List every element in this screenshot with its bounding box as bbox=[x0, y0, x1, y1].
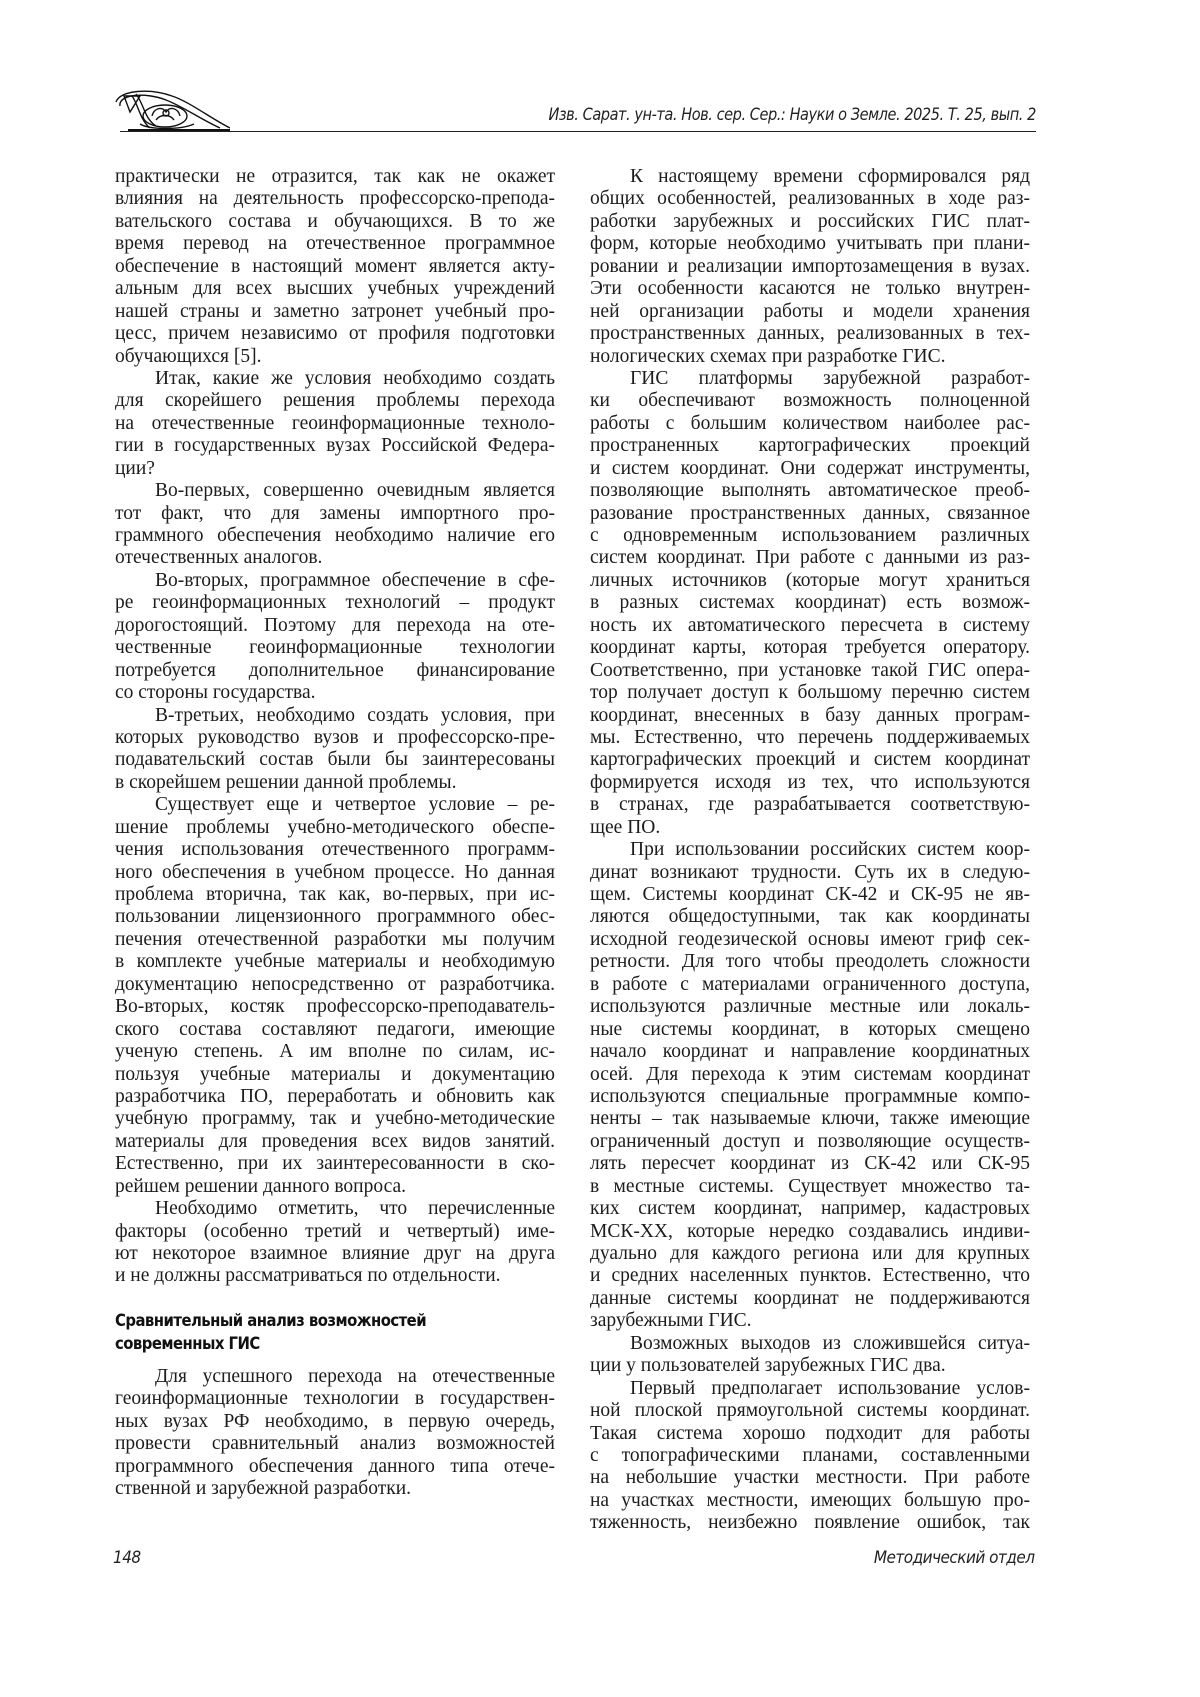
text-line: лять пересчет координат из СК-42 или СК-95 bbox=[590, 1153, 1030, 1175]
text-line: зарубежными ГИС. bbox=[590, 1310, 752, 1332]
text-line: В-третьих, необходимо создать условия, при bbox=[155, 704, 555, 726]
text-line: Необходимо отметить, что перечисленные bbox=[155, 1198, 555, 1220]
text-line: ней организации работы и модели хранения bbox=[590, 300, 1030, 322]
text-line: формируется исходя из тех, что используются bbox=[590, 771, 1030, 793]
text-line: тот факт, что для замены импортного про- bbox=[115, 502, 555, 524]
text-line: Во-вторых, программное обеспечение в сфе- bbox=[155, 569, 555, 591]
text-line: ные системы координат, в которых смещено bbox=[590, 1018, 1030, 1040]
text-line: на отечественные геоинформационные техноло- bbox=[115, 412, 555, 434]
running-header bbox=[110, 82, 1036, 132]
text-line: картографических проекций и систем координат bbox=[590, 749, 1030, 771]
text-line: пользовании лицензионного программного обес- bbox=[115, 906, 555, 928]
text-line: Во-вторых, костяк профессорско-преподаватель- bbox=[115, 996, 555, 1018]
text-line: дуально для каждого региона или для крупных bbox=[590, 1243, 1030, 1264]
text-line: ции? bbox=[115, 457, 155, 479]
text-line: Такая система хорошо подходит для работы bbox=[590, 1422, 1030, 1444]
text-line: ки обеспечивают возможность полноценной bbox=[590, 390, 1030, 412]
left-body-text bbox=[115, 166, 555, 1288]
text-line: в разных системах координат) есть возмож- bbox=[590, 592, 1030, 614]
page-number: 148 bbox=[113, 1548, 141, 1568]
text-line: Итак, какие же условия необходимо создать bbox=[155, 367, 555, 389]
text-line: ных вузах РФ необходимо, в первую очередь, bbox=[115, 1410, 555, 1432]
text-line: в работе с материалами ограниченного доступа, bbox=[590, 973, 1030, 995]
text-line: работы с большим количеством наиболее рас- bbox=[590, 412, 1030, 434]
text-line: координат, внесенных в базу данных програм- bbox=[590, 704, 1030, 726]
text-line: время перевод на отечественное программное bbox=[115, 233, 555, 255]
text-line: цесс, причем независимо от профиля подготовки bbox=[115, 323, 555, 345]
text-line: исходной геодезической основы имеют гриф сек- bbox=[590, 928, 1030, 950]
text-line: вательского состава и обучающихся. В то же bbox=[115, 210, 555, 232]
text-line: позволяющие выполнять автоматическое преоб- bbox=[590, 480, 1030, 502]
text-line: ственной и зарубежной разработки. bbox=[115, 1478, 412, 1500]
text-line: данные системы координат не поддерживаются bbox=[590, 1287, 1030, 1309]
section-heading bbox=[115, 1309, 511, 1355]
section-heading-line: современных ГИС bbox=[115, 1333, 260, 1353]
text-line: ляются общедоступными, так как координаты bbox=[590, 906, 1030, 928]
text-line: нологических схемах при разработке ГИС. bbox=[590, 345, 946, 367]
text-line: ность их автоматического пересчета в систему bbox=[590, 614, 1030, 636]
text-line: учебную программу, так и учебно-методические bbox=[115, 1108, 555, 1130]
left-body-text-after-heading bbox=[115, 1366, 555, 1501]
text-line: ученую степень. А им вполне по силам, ис- bbox=[115, 1041, 555, 1063]
text-line: документацию непосредственно от разработчика. bbox=[115, 973, 555, 995]
section-heading-line: Сравнительный анализ возможностей bbox=[115, 1310, 427, 1330]
text-line: материалы для проведения всех видов занятий. bbox=[115, 1130, 555, 1152]
text-line: пространенных картографических проекций bbox=[590, 435, 1030, 457]
right-column bbox=[590, 166, 1030, 1535]
text-line: Существует еще и четвертое условие – ре- bbox=[155, 794, 555, 816]
text-line: альным для всех высших учебных учреждений bbox=[115, 278, 555, 300]
text-line: ной плоской прямоугольной системы координат. bbox=[590, 1400, 1030, 1422]
text-line: форм, которые необходимо учитывать при плани- bbox=[590, 233, 1030, 255]
text-line: печения отечественной разработки мы получим bbox=[115, 928, 555, 950]
text-line: практически не отразится, так как не окажет bbox=[115, 166, 555, 187]
text-line: факторы (особенно третий и четвертый) име- bbox=[115, 1220, 555, 1242]
text-line: Соответственно, при установке такой ГИС опера- bbox=[590, 659, 1030, 681]
text-line: рейшем решении данного вопроса. bbox=[115, 1175, 406, 1197]
text-line: ГИС платформы зарубежной разработ- bbox=[630, 367, 1030, 389]
text-line: Естественно, при их заинтересованности в ско- bbox=[115, 1153, 555, 1175]
text-line: в странах, где разрабатывается соответствую- bbox=[590, 794, 1030, 816]
text-line: со стороны государства. bbox=[115, 682, 316, 704]
text-line: ского состава составляют педагоги, имеющие bbox=[115, 1018, 555, 1040]
text-line: осей. Для перехода к этим системам координат bbox=[590, 1063, 1030, 1085]
text-line: потребуется дополнительное финансирование bbox=[115, 659, 555, 681]
text-line: МСК-ХХ, которые нередко создавались индиви- bbox=[590, 1220, 1030, 1242]
text-line: с одновременным использованием различных bbox=[590, 525, 1030, 546]
text-line: ре геоинформационных технологий – продукт bbox=[115, 592, 555, 614]
text-line: проблема вторична, так как, во-первых, при ис- bbox=[115, 884, 555, 905]
text-line: ограниченный доступ и позволяющие осуществ- bbox=[590, 1130, 1030, 1152]
text-line: щем. Системы координат СК-42 и СК-95 не яв- bbox=[590, 884, 1030, 905]
text-line: чения использования отечественного программ- bbox=[115, 839, 555, 861]
text-line: тор получает доступ к большому перечню систем bbox=[590, 682, 1030, 704]
text-line: чественные геоинформационные технологии bbox=[115, 637, 555, 659]
text-line: геоинформационные технологии в государствен- bbox=[115, 1388, 555, 1410]
text-line: Первый предполагает использование услов- bbox=[630, 1377, 1030, 1399]
text-line: граммного обеспечения необходимо наличие его bbox=[115, 525, 555, 546]
text-line: гии в государственных вузах Российской Федера- bbox=[115, 435, 555, 457]
text-line: ного обеспечения в учебном процессе. Но данная bbox=[115, 861, 555, 883]
text-line: При использовании российских систем коор- bbox=[630, 839, 1030, 861]
text-line: на небольшие участки местности. При работе bbox=[590, 1467, 1030, 1489]
text-line: общих особенностей, реализованных в ходе раз- bbox=[590, 188, 1030, 210]
text-line: используются специальные программные компо- bbox=[590, 1085, 1030, 1107]
text-line: обеспечение в настоящий момент является акту- bbox=[115, 255, 555, 277]
text-line: подавательский состав были бы заинтересованы bbox=[115, 749, 555, 771]
text-line: систем координат. При работе с данными из раз- bbox=[590, 547, 1030, 569]
text-line: пользуя учебные материалы и документацию bbox=[115, 1063, 555, 1085]
section-name: Методический отдел bbox=[873, 1548, 1034, 1568]
text-line: в скорейшем решении данной проблемы. bbox=[115, 771, 457, 793]
left-column bbox=[115, 166, 555, 1501]
text-line: Эти особенности касаются не только внутрен- bbox=[590, 278, 1030, 300]
text-line: в местные системы. Существует множество та- bbox=[590, 1175, 1030, 1197]
header-rule bbox=[120, 131, 1036, 132]
text-line: дорогостоящий. Поэтому для перехода на оте- bbox=[115, 614, 555, 636]
text-line: тяженность, неизбежно появление ошибок, так bbox=[590, 1512, 1030, 1534]
text-line: ненты – так называемые ключи, также имеющие bbox=[590, 1108, 1030, 1130]
text-line: в комплекте учебные материалы и необходимую bbox=[115, 951, 555, 973]
text-line: программного обеспечения данного типа отече- bbox=[115, 1455, 555, 1477]
text-line: Для успешного перехода на отечественные bbox=[155, 1365, 555, 1387]
text-line: ции у пользователей зарубежных ГИС два. bbox=[590, 1355, 946, 1377]
text-line: которых руководство вузов и профессорско-пре- bbox=[115, 726, 555, 748]
text-line: используются различные местные или локаль- bbox=[590, 996, 1030, 1018]
text-line: пространственных данных, реализованных в тех- bbox=[590, 323, 1030, 345]
text-line: ют некоторое взаимное влияние друг на друга bbox=[115, 1243, 555, 1264]
text-line: координат карты, которая требуется оператору. bbox=[590, 637, 1030, 659]
text-line: работки зарубежных и российских ГИС плат- bbox=[590, 210, 1030, 232]
right-body-text bbox=[590, 166, 1030, 1535]
text-line: с топографическими планами, составленными bbox=[590, 1444, 1030, 1466]
text-line: для скорейшего решения проблемы перехода bbox=[115, 390, 555, 412]
text-line: шение проблемы учебно-методического обеспе- bbox=[115, 816, 555, 838]
text-line: щее ПО. bbox=[590, 816, 661, 838]
text-line: ровании и реализации импортозамещения в вузах. bbox=[590, 255, 1030, 277]
text-line: разование пространственных данных, связанное bbox=[590, 502, 1030, 524]
text-line: личных источников (которые могут храниться bbox=[590, 569, 1030, 591]
journal-citation: Изв. Сарат. ун-та. Нов. сер. Сер.: Науки о Земле. 2025. Т. 25, вып. 2 bbox=[548, 105, 1036, 124]
text-line: Во-первых, совершенно очевидным является bbox=[155, 480, 555, 502]
text-line: ких систем координат, например, кадастровых bbox=[590, 1198, 1030, 1220]
text-line: К настоящему времени сформировался ряд bbox=[630, 166, 1030, 187]
text-line: на участках местности, имеющих большую про- bbox=[590, 1489, 1030, 1511]
text-line: и не должны рассматриваться по отдельности. bbox=[115, 1265, 501, 1287]
text-line: обучающихся [5]. bbox=[115, 345, 262, 367]
text-line: и систем координат. Они содержат инструменты, bbox=[590, 457, 1030, 479]
text-line: отечественных аналогов. bbox=[115, 547, 323, 569]
text-line: и средних населенных пунктов. Естественно, что bbox=[590, 1265, 1030, 1287]
text-line: ретности. Для того чтобы преодолеть сложности bbox=[590, 951, 1030, 973]
text-line: динат возникают трудности. Суть их в следую- bbox=[590, 861, 1030, 883]
text-line: Возможных выходов из сложившейся ситуа- bbox=[630, 1332, 1030, 1354]
text-line: влияния на деятельность профессорско-препода- bbox=[115, 188, 555, 210]
text-line: мы. Естественно, что перечень поддерживаемых bbox=[590, 726, 1030, 748]
text-line: разработчика ПО, переработать и обновить как bbox=[115, 1085, 555, 1107]
text-line: провести сравнительный анализ возможностей bbox=[115, 1433, 555, 1455]
text-line: начало координат и направление координатных bbox=[590, 1041, 1030, 1063]
art-nouveau-ornament-icon bbox=[110, 82, 230, 132]
text-line: нашей страны и заметно затронет учебный про- bbox=[115, 300, 555, 322]
